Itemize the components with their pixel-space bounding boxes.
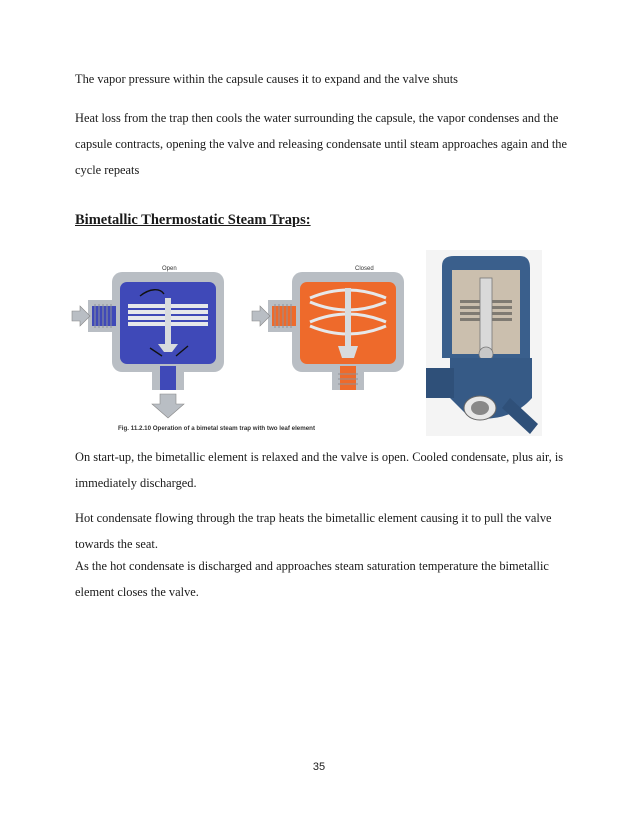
closed-inlet-bore [272,306,296,326]
open-inlet-arrow [72,306,90,326]
photo-valve-stem [480,278,492,352]
closed-valve-stem [345,288,351,348]
open-inlet-bore [92,306,116,326]
open-trap-diagram [72,266,224,418]
closed-label: Closed [355,266,374,272]
closed-trap-diagram [252,266,404,390]
paragraph-valve-closes: As the hot condensate is discharged and approaches steam saturation temperature the bimetallic element closes the valve. [75,559,549,599]
paragraph-heat-loss: Heat loss from the trap then cools the water surrounding the capsule, the vapor condenses and the capsule contracts, opening the valve and releasing condensate until steam approaches again and the cycle repeats [75,111,567,177]
closed-outlet-bore [340,366,356,390]
cutaway-photo [426,250,542,436]
bimetallic-trap-figure [70,248,545,438]
section-heading: Bimetallic Thermostatic Steam Traps: [75,212,311,228]
paragraph-start-up: On start-up, the bimetallic element is relaxed and the valve is open. Cooled condensate, plus air, is immediately discharged. [75,450,564,490]
open-outlet-bore [160,366,176,390]
closed-inlet-arrow [252,306,270,326]
open-outlet-arrow [152,394,184,418]
figure-caption: Fig. 11.2.10 Operation of a bimetal steam trap with two leaf element [118,425,316,432]
paragraph-hot-condensate: Hot condensate flowing through the trap heats the bimetallic element causing it to pull the valve towards the seat. [75,511,552,551]
paragraph-capsule-expands: The vapor pressure within the capsule causes it to expand and the valve shuts [75,72,458,86]
photo-outlet-bore [471,401,489,415]
open-label: Open [162,266,177,272]
photo-inlet [426,368,454,398]
page-number: 35 [312,761,326,773]
